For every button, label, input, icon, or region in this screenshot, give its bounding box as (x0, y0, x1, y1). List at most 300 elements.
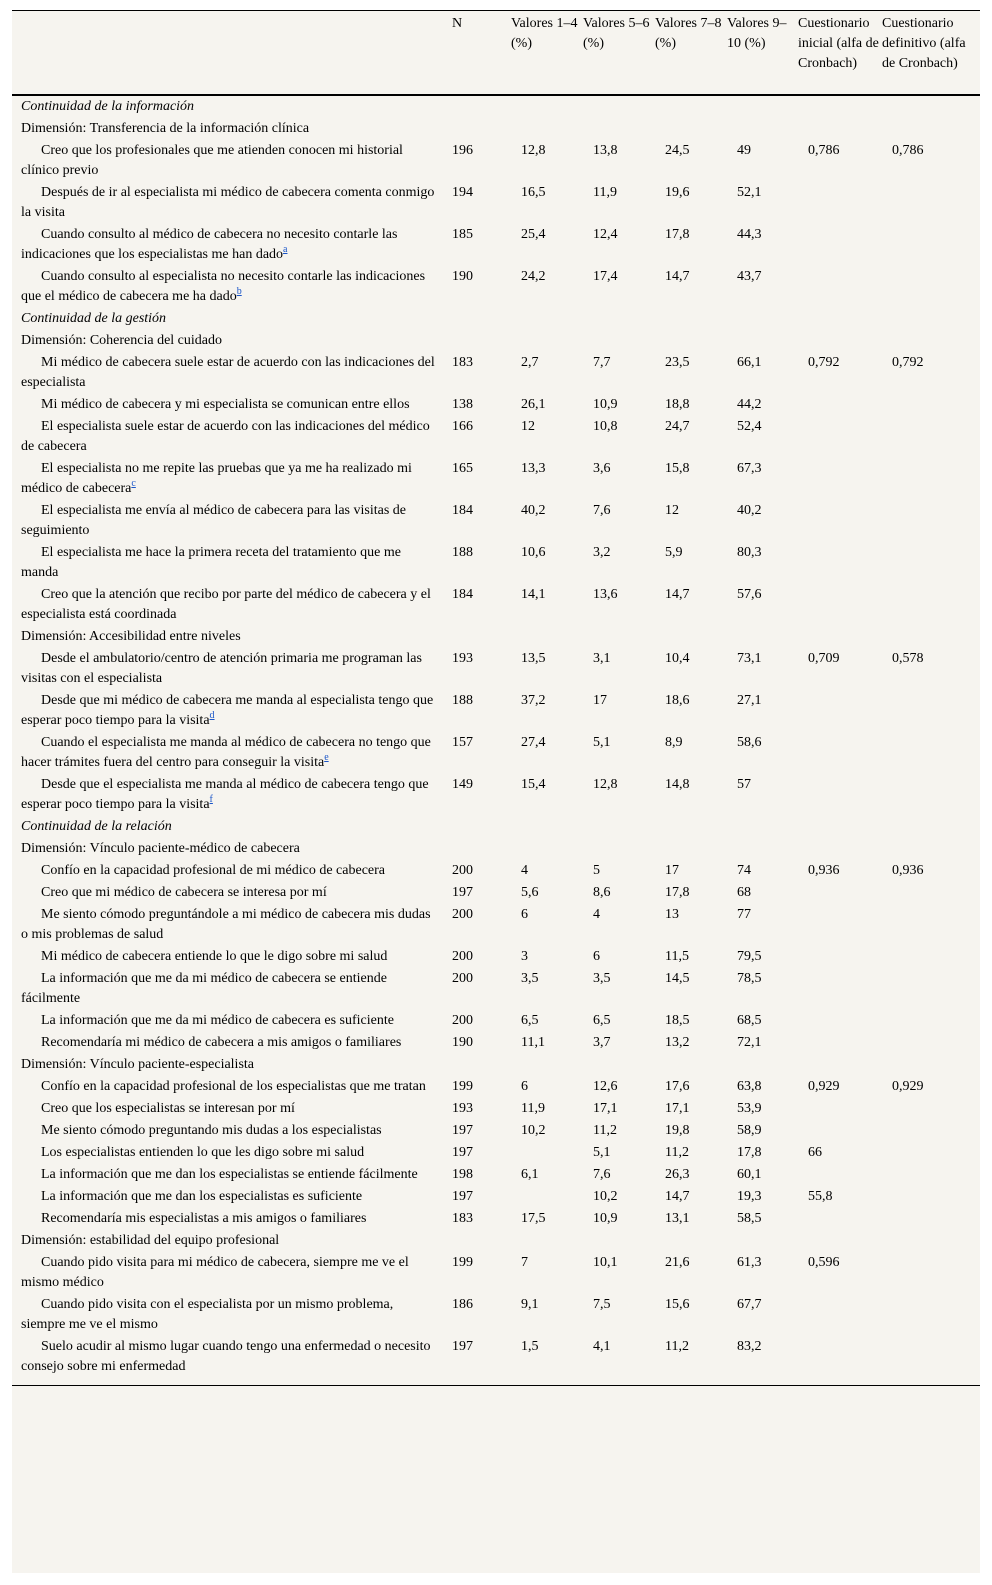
values-5-6-cell: 12,6 (593, 1078, 618, 1094)
dimension-title: Dimensión: Transferencia de la información clínica (21, 120, 310, 136)
values-7-8-cell: 24,7 (665, 418, 690, 434)
final-alpha-cell (882, 1010, 980, 1032)
dimension-row (12, 330, 980, 352)
item-label: El especialista no me repite las pruebas que ya me ha realizado mi médico de cabecera (21, 460, 412, 496)
item-cell (12, 860, 443, 882)
final-alpha-cell (882, 690, 980, 732)
values-9-10-cell: 61,3 (737, 1254, 762, 1270)
item-cell (12, 1032, 443, 1054)
final-alpha-cell (882, 1208, 980, 1230)
values-1-4-cell: 27,4 (521, 734, 546, 750)
item-text (21, 417, 437, 457)
values-7-8-cell: 18,6 (665, 692, 690, 708)
values-7-8-cell: 17,8 (665, 226, 690, 242)
header-initial-alpha: Cuestionario inicial (alfa de Cronbach) (798, 11, 882, 95)
values-5-6-cell: 3,2 (593, 544, 611, 560)
initial-alpha-cell: 0,786 (808, 142, 840, 158)
values-5-6-cell: 7,5 (593, 1296, 611, 1312)
final-alpha-cell (882, 1294, 980, 1336)
item-cell (12, 732, 443, 774)
table-row (12, 904, 980, 946)
values-5-6-cell: 13,6 (593, 586, 618, 602)
initial-alpha-cell (798, 774, 882, 816)
footnote-link[interactable]: a (283, 243, 288, 255)
table-row (12, 1120, 980, 1142)
dimension-title: Dimensión: Vínculo paciente-especialista (21, 1056, 255, 1072)
initial-alpha-cell (798, 1120, 882, 1142)
initial-alpha-cell (798, 732, 882, 774)
values-1-4-cell: 1,5 (511, 1336, 583, 1386)
footnote-link[interactable]: c (131, 477, 136, 489)
item-label: Creo que la atención que recibo por parte del médico de cabecera y el especialista está coordinada (21, 586, 431, 622)
values-7-8-cell: 14,7 (665, 586, 690, 602)
section-title: Continuidad de la relación (21, 818, 172, 834)
table-row (12, 500, 980, 542)
values-7-8-cell: 14,8 (665, 776, 690, 792)
header-values-1-4: Valores 1–4 (%) (511, 11, 583, 95)
final-alpha-cell (882, 416, 980, 458)
item-text (21, 1253, 437, 1293)
item-label: Confío en la capacidad profesional de los especialistas que me tratan (41, 1078, 426, 1094)
values-9-10-cell: 63,8 (737, 1078, 762, 1094)
item-text (21, 861, 437, 881)
item-text (21, 1209, 437, 1229)
initial-alpha-cell (798, 690, 882, 732)
n-cell: 200 (452, 906, 473, 922)
table-row (12, 968, 980, 1010)
values-9-10-cell: 73,1 (737, 650, 762, 666)
header-values-5-6: Valores 5–6 (%) (583, 11, 655, 95)
item-text (21, 947, 437, 967)
item-cell (12, 774, 443, 816)
item-label: Mi médico de cabecera suele estar de acuerdo con las indicaciones del especialista (21, 354, 435, 390)
values-5-6-cell: 3,7 (593, 1034, 611, 1050)
values-5-6-cell: 12,4 (593, 226, 618, 242)
values-5-6-cell: 10,1 (593, 1254, 618, 1270)
values-7-8-cell: 18,5 (665, 1012, 690, 1028)
values-7-8-cell: 13,2 (665, 1034, 690, 1050)
footnote-link[interactable]: b (236, 285, 242, 297)
n-cell: 197 (452, 1144, 473, 1160)
initial-alpha-cell: 0,709 (808, 650, 840, 666)
initial-alpha-cell (798, 500, 882, 542)
item-cell (12, 648, 443, 690)
n-cell: 184 (452, 502, 473, 518)
values-7-8-cell: 14,7 (665, 1188, 690, 1204)
values-5-6-cell: 3,1 (593, 650, 611, 666)
item-cell (12, 266, 443, 308)
final-alpha-cell (882, 904, 980, 946)
values-5-6-cell: 10,9 (593, 1210, 618, 1226)
values-7-8-cell: 18,8 (665, 396, 690, 412)
values-7-8-cell: 13 (665, 906, 679, 922)
table-row (12, 1252, 980, 1294)
values-5-6-cell: 10,8 (593, 418, 618, 434)
values-5-6-cell: 4,1 (583, 1336, 655, 1386)
initial-alpha-cell (798, 224, 882, 266)
values-7-8-cell: 23,5 (665, 354, 690, 370)
table-row (12, 224, 980, 266)
item-cell (12, 1010, 443, 1032)
values-1-4-cell: 26,1 (521, 396, 546, 412)
item-cell (12, 946, 443, 968)
item-text (21, 141, 437, 181)
values-1-4-cell: 3,5 (521, 970, 539, 986)
table-row (12, 584, 980, 626)
item-label: Confío en la capacidad profesional de mi médico de cabecera (41, 862, 386, 878)
initial-alpha-cell (798, 1032, 882, 1054)
item-cell (12, 182, 443, 224)
values-1-4-cell: 3 (521, 948, 528, 964)
table-row (12, 182, 980, 224)
values-9-10-cell: 43,7 (737, 268, 762, 284)
item-cell (12, 394, 443, 416)
item-label: Suelo acudir al mismo lugar cuando tengo una enfermedad o necesito consejo sobre mi enfermedad (21, 1338, 431, 1374)
item-text (21, 585, 437, 625)
table-row (12, 1098, 980, 1120)
final-alpha-cell (882, 224, 980, 266)
initial-alpha-cell (798, 882, 882, 904)
initial-alpha-cell: 0,929 (808, 1078, 840, 1094)
values-9-10-cell: 19,3 (737, 1188, 762, 1204)
item-text (21, 1143, 437, 1163)
values-5-6-cell: 17,4 (593, 268, 618, 284)
item-text (21, 183, 437, 223)
values-7-8-cell: 14,5 (665, 970, 690, 986)
values-7-8-cell: 17,8 (665, 884, 690, 900)
item-label: El especialista suele estar de acuerdo con las indicaciones del médico de cabecera (21, 418, 430, 454)
values-5-6-cell: 10,9 (593, 396, 618, 412)
footnote-link[interactable]: e (324, 751, 329, 763)
item-label: Mi médico de cabecera y mi especialista se comunican entre ellos (41, 396, 410, 412)
values-5-6-cell: 3,6 (593, 460, 611, 476)
item-text (21, 1099, 437, 1119)
values-1-4-cell: 9,1 (521, 1296, 539, 1312)
final-alpha-cell (882, 968, 980, 1010)
n-cell: 200 (452, 970, 473, 986)
item-label: El especialista me envía al médico de cabecera para las visitas de seguimiento (21, 502, 406, 538)
values-9-10-cell: 79,5 (737, 948, 762, 964)
item-cell (12, 690, 443, 732)
results-table (12, 10, 980, 1386)
initial-alpha-cell (798, 946, 882, 968)
initial-alpha-cell (798, 266, 882, 308)
values-7-8-cell: 5,9 (665, 544, 683, 560)
initial-alpha-cell (798, 904, 882, 946)
n-cell: 198 (452, 1166, 473, 1182)
values-7-8-cell: 24,5 (665, 142, 690, 158)
dimension-row (12, 1230, 980, 1252)
final-alpha-cell (882, 394, 980, 416)
initial-alpha-cell: 66 (808, 1144, 822, 1160)
values-1-4-cell: 5,6 (521, 884, 539, 900)
values-1-4-cell (511, 1142, 583, 1164)
item-text (21, 883, 437, 903)
item-text (21, 267, 437, 307)
final-alpha-cell (882, 1186, 980, 1208)
values-1-4-cell: 37,2 (521, 692, 546, 708)
final-alpha-cell: 0,792 (892, 354, 924, 370)
values-7-8-cell: 17 (665, 862, 679, 878)
values-9-10-cell: 58,9 (737, 1122, 762, 1138)
section-title: Continuidad de la información (21, 98, 195, 114)
final-alpha-cell (882, 882, 980, 904)
n-cell: 165 (452, 460, 473, 476)
dimension-row (12, 838, 980, 860)
values-1-4-cell: 6,5 (521, 1012, 539, 1028)
n-cell: 197 (443, 1336, 511, 1386)
item-cell (12, 1294, 443, 1336)
table-row (12, 140, 980, 182)
item-label: Cuando pido visita con el especialista por un mismo problema, siempre me ve el mismo (21, 1296, 394, 1332)
item-label: Me siento cómodo preguntando mis dudas a los especialistas (41, 1122, 382, 1138)
final-alpha-cell: 0,936 (892, 862, 924, 878)
header-values-9-10: Valores 9–10 (%) (727, 11, 798, 95)
initial-alpha-cell (798, 458, 882, 500)
initial-alpha-cell: 0,596 (808, 1254, 840, 1270)
values-9-10-cell: 44,3 (737, 226, 762, 242)
table-row (12, 266, 980, 308)
item-cell (12, 224, 443, 266)
table-row (12, 1208, 980, 1230)
initial-alpha-cell (798, 182, 882, 224)
values-5-6-cell: 12,8 (593, 776, 618, 792)
values-7-8-cell: 13,1 (665, 1210, 690, 1226)
final-alpha-cell: 0,578 (892, 650, 924, 666)
dimension-title: Dimensión: Coherencia del cuidado (21, 332, 222, 348)
item-label: La información que me dan los especialistas es suficiente (41, 1188, 363, 1204)
values-9-10-cell: 17,8 (737, 1144, 762, 1160)
footnote-link[interactable]: d (209, 709, 215, 721)
header-item (12, 11, 443, 95)
values-9-10-cell: 52,4 (737, 418, 762, 434)
item-label: Después de ir al especialista mi médico de cabecera comenta conmigo la visita (21, 184, 435, 220)
values-9-10-cell: 67,3 (737, 460, 762, 476)
item-text (21, 1033, 437, 1053)
item-cell (12, 1120, 443, 1142)
section-title: Continuidad de la gestión (21, 310, 167, 326)
n-cell: 196 (452, 142, 473, 158)
values-1-4-cell (511, 1186, 583, 1208)
final-alpha-cell (882, 1336, 980, 1386)
n-cell: 190 (452, 1034, 473, 1050)
item-cell (12, 1208, 443, 1230)
dimension-title: Dimensión: Accesibilidad entre niveles (21, 628, 241, 644)
table-row (12, 1294, 980, 1336)
final-alpha-cell: 0,929 (892, 1078, 924, 1094)
values-5-6-cell: 13,8 (593, 142, 618, 158)
item-cell (12, 1336, 443, 1386)
initial-alpha-cell (798, 1164, 882, 1186)
final-alpha-cell (882, 732, 980, 774)
item-text (21, 1165, 437, 1185)
item-label: Desde que el especialista me manda al médico de cabecera tengo que esperar poco tiempo para la visita (21, 776, 429, 812)
initial-alpha-cell (798, 584, 882, 626)
values-5-6-cell: 11,9 (593, 184, 617, 200)
item-label: La información que me da mi médico de cabecera es suficiente (41, 1012, 394, 1028)
values-7-8-cell: 11,2 (665, 1144, 689, 1160)
item-label: Creo que los profesionales que me atienden conocen mi historial clínico previo (21, 142, 403, 178)
item-text (21, 775, 437, 815)
values-7-8-cell: 17,1 (665, 1100, 690, 1116)
n-cell: 199 (452, 1078, 473, 1094)
n-cell: 184 (452, 586, 473, 602)
item-text (21, 225, 437, 265)
values-9-10-cell: 72,1 (737, 1034, 762, 1050)
n-cell: 197 (452, 1122, 473, 1138)
values-5-6-cell: 3,5 (593, 970, 611, 986)
n-cell: 183 (452, 354, 473, 370)
item-text (21, 1077, 437, 1097)
final-alpha-cell (882, 1098, 980, 1120)
table-row (12, 1142, 980, 1164)
values-5-6-cell: 8,6 (593, 884, 611, 900)
values-1-4-cell: 4 (521, 862, 528, 878)
item-cell (12, 458, 443, 500)
item-cell (12, 140, 443, 182)
n-cell: 190 (452, 268, 473, 284)
values-5-6-cell: 7,6 (593, 1166, 611, 1182)
item-text (21, 1011, 437, 1031)
final-alpha-cell (882, 458, 980, 500)
item-text (21, 543, 437, 583)
values-1-4-cell: 12 (521, 418, 535, 434)
item-label: Cuando consulto al médico de cabecera no necesito contarle las indicaciones que los especialistas me han dado (21, 226, 398, 262)
final-alpha-cell: 0,786 (892, 142, 924, 158)
n-cell: 194 (452, 184, 473, 200)
item-cell (12, 352, 443, 394)
item-label: Desde que mi médico de cabecera me manda al especialista tengo que esperar poco tiempo para la visita (21, 692, 434, 728)
item-label: La información que me dan los especialistas se entiende fácilmente (41, 1166, 418, 1182)
item-label: Recomendaría mis especialistas a mis amigos o familiares (41, 1210, 367, 1226)
item-cell (12, 1098, 443, 1120)
dimension-row (12, 626, 980, 648)
values-5-6-cell: 5 (593, 862, 600, 878)
initial-alpha-cell (798, 968, 882, 1010)
item-text (21, 353, 437, 393)
values-7-8-cell: 8,9 (665, 734, 683, 750)
item-cell (12, 1076, 443, 1098)
initial-alpha-cell (798, 1294, 882, 1336)
values-1-4-cell: 6 (521, 906, 528, 922)
header-final-alpha: Cuestionario definitivo (alfa de Cronbach) (882, 11, 980, 95)
values-9-10-cell: 67,7 (737, 1296, 762, 1312)
values-7-8-cell: 26,3 (665, 1166, 690, 1182)
values-7-8-cell: 19,6 (665, 184, 690, 200)
values-1-4-cell: 7 (521, 1254, 528, 1270)
final-alpha-cell (882, 584, 980, 626)
item-label: Desde el ambulatorio/centro de atención primaria me programan las visitas con el especialista (21, 650, 422, 686)
header-n: N (443, 11, 511, 95)
n-cell: 166 (452, 418, 473, 434)
n-cell: 138 (452, 396, 473, 412)
n-cell: 185 (452, 226, 473, 242)
table-body (12, 95, 980, 1386)
item-text (21, 1337, 437, 1377)
item-text (21, 649, 437, 689)
final-alpha-cell (882, 1142, 980, 1164)
table-row (12, 1032, 980, 1054)
item-cell (12, 1142, 443, 1164)
table-row (12, 352, 980, 394)
footnote-link[interactable]: f (209, 793, 213, 805)
values-7-8-cell: 11,5 (665, 948, 689, 964)
item-label: Recomendaría mi médico de cabecera a mis amigos o familiares (41, 1034, 402, 1050)
item-label: El especialista me hace la primera receta del tratamiento que me manda (21, 544, 401, 580)
n-cell: 193 (452, 650, 473, 666)
values-7-8-cell: 21,6 (665, 1254, 690, 1270)
values-9-10-cell: 57,6 (737, 586, 762, 602)
values-9-10-cell: 57 (737, 776, 751, 792)
values-9-10-cell: 68 (737, 884, 751, 900)
values-5-6-cell: 6 (593, 948, 600, 964)
table-row (12, 882, 980, 904)
dimension-row (12, 118, 980, 140)
table-row (12, 946, 980, 968)
table-row (12, 1186, 980, 1208)
table-panel (12, 10, 980, 1573)
values-1-4-cell: 15,4 (521, 776, 546, 792)
n-cell: 197 (452, 1188, 473, 1204)
item-text (21, 395, 437, 415)
item-text (21, 969, 437, 1009)
initial-alpha-cell (798, 1098, 882, 1120)
values-1-4-cell: 17,5 (521, 1210, 546, 1226)
table-row (12, 394, 980, 416)
final-alpha-cell (882, 542, 980, 584)
values-1-4-cell: 12,8 (521, 142, 546, 158)
values-5-6-cell: 11,2 (593, 1122, 617, 1138)
item-label: Mi médico de cabecera entiende lo que le digo sobre mi salud (41, 948, 388, 964)
initial-alpha-cell (798, 542, 882, 584)
values-1-4-cell: 13,3 (521, 460, 546, 476)
values-5-6-cell: 7,7 (593, 354, 611, 370)
n-cell: 157 (452, 734, 473, 750)
values-5-6-cell: 17 (593, 692, 607, 708)
values-1-4-cell: 25,4 (521, 226, 546, 242)
table-row (12, 416, 980, 458)
final-alpha-cell (882, 266, 980, 308)
initial-alpha-cell (798, 394, 882, 416)
n-cell: 197 (452, 884, 473, 900)
values-9-10-cell: 68,5 (737, 1012, 762, 1028)
final-alpha-cell (882, 774, 980, 816)
table-row (12, 774, 980, 816)
values-1-4-cell: 2,7 (521, 354, 539, 370)
item-label: Cuando consulto al especialista no necesito contarle las indicaciones que el médico de cabecera me ha dado (21, 268, 426, 304)
n-cell: 188 (452, 692, 473, 708)
item-text (21, 1187, 437, 1207)
values-7-8-cell: 11,2 (655, 1336, 727, 1386)
header-values-7-8: Valores 7–8 (%) (655, 11, 727, 95)
initial-alpha-cell (798, 1208, 882, 1230)
values-5-6-cell: 7,6 (593, 502, 611, 518)
item-label: Creo que los especialistas se interesan por mí (41, 1100, 295, 1116)
item-label: Creo que mi médico de cabecera se interesa por mí (41, 884, 327, 900)
values-7-8-cell: 12 (665, 502, 679, 518)
values-9-10-cell: 40,2 (737, 502, 762, 518)
dimension-title: Dimensión: Vínculo paciente-médico de cabecera (21, 840, 300, 856)
values-9-10-cell: 53,9 (737, 1100, 762, 1116)
values-1-4-cell: 24,2 (521, 268, 546, 284)
table-row (12, 732, 980, 774)
table-row (12, 690, 980, 732)
values-5-6-cell: 10,2 (593, 1188, 618, 1204)
section-row (12, 95, 980, 118)
initial-alpha-cell: 55,8 (808, 1188, 833, 1204)
item-cell (12, 500, 443, 542)
values-5-6-cell: 17,1 (593, 1100, 618, 1116)
